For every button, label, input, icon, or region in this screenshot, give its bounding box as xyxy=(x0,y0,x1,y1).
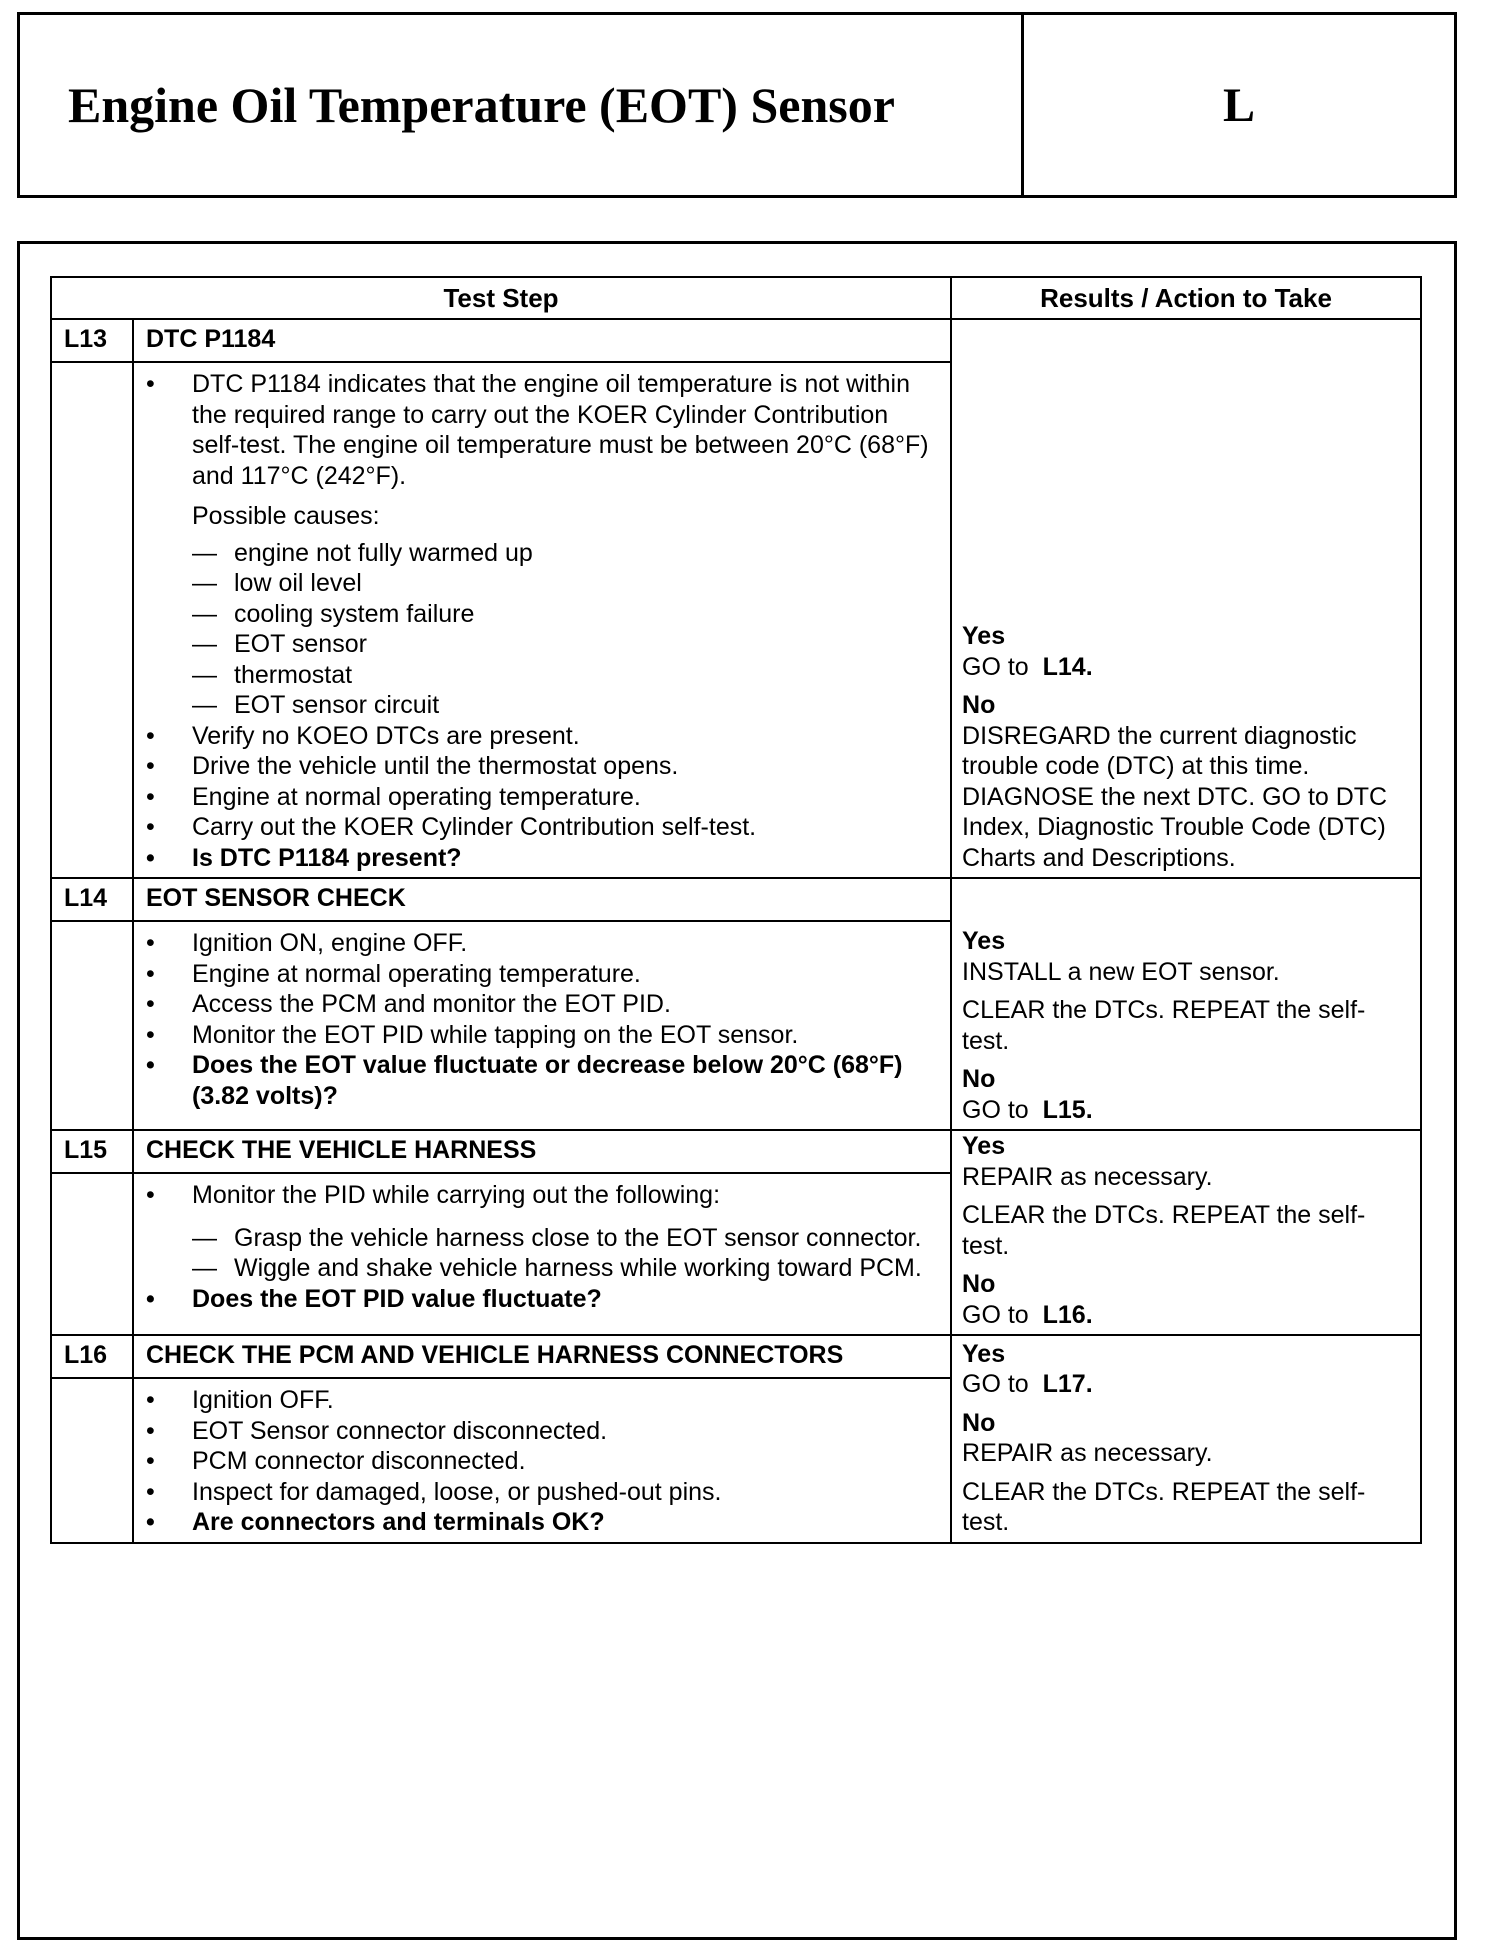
results-cell xyxy=(951,878,1421,1130)
step-id-blank xyxy=(51,1378,133,1543)
table-row xyxy=(51,1335,1421,1378)
list-item: — low oil level xyxy=(134,568,950,599)
no-text: GO to xyxy=(962,1300,1029,1329)
yes-action: CLEAR the DTCs. REPEAT the self-test. xyxy=(962,996,1366,1055)
yes-text: GO to xyxy=(962,1370,1029,1398)
page-header xyxy=(17,12,1457,198)
yes-label: Yes xyxy=(962,1132,1006,1160)
list-item: • Monitor the EOT PID while tapping on the EOT sensor. xyxy=(134,1020,942,1051)
list-item: • EOT Sensor connector disconnected. xyxy=(134,1416,942,1447)
no-text: GO to xyxy=(962,1095,1029,1124)
page-title: Engine Oil Temperature (EOT) Sensor xyxy=(20,15,1024,195)
step-id-blank xyxy=(51,921,133,1130)
step-id: L16 xyxy=(51,1335,133,1378)
step-title: CHECK THE PCM AND VEHICLE HARNESS CONNECTORS xyxy=(133,1335,951,1378)
table-header-row xyxy=(51,277,1421,319)
yes-label: Yes xyxy=(962,1339,1006,1368)
yes-action: CLEAR the DTCs. REPEAT the self-test. xyxy=(962,1201,1366,1260)
step-id-blank xyxy=(51,362,133,878)
step-reference: L17. xyxy=(1042,1370,1093,1398)
no-label: No xyxy=(962,1270,996,1298)
list-item: — Wiggle and shake vehicle harness while working toward PCM. xyxy=(134,1253,950,1284)
step-body xyxy=(133,1173,951,1335)
yes-action xyxy=(962,1369,1412,1400)
list-item: — thermostat xyxy=(134,660,950,691)
no-action xyxy=(962,1300,1412,1331)
step-question: • Does the EOT PID value fluctuate? xyxy=(134,1284,942,1315)
list-item: • DTC P1184 indicates that the engine oil temperature is not within the required range to carry out the KOER Cylinder Contribution self-test. The engine oil temperature must be between 20°C (68°F) and 117°C (242°F). xyxy=(134,369,942,491)
yes-label: Yes xyxy=(962,927,1006,955)
step-reference: L16. xyxy=(1042,1300,1093,1329)
section-letter: L xyxy=(1222,78,1255,132)
list-item: • Access the PCM and monitor the EOT PID. xyxy=(134,989,942,1020)
list-item: • Monitor the PID while carrying out the following: xyxy=(134,1180,942,1211)
list-item: — EOT sensor circuit xyxy=(134,690,950,721)
yes-action: INSTALL a new EOT sensor. xyxy=(962,957,1280,986)
table-row xyxy=(51,1130,1421,1173)
list-item: — EOT sensor xyxy=(134,629,950,660)
step-title: DTC P1184 xyxy=(133,319,951,362)
step-body xyxy=(133,1378,951,1543)
no-label: No xyxy=(962,691,996,719)
yes-action xyxy=(962,652,1412,683)
list-item: — engine not fully warmed up xyxy=(134,538,950,569)
no-action: CLEAR the DTCs. REPEAT the self-test. xyxy=(962,1477,1366,1536)
no-action: REPAIR as necessary. xyxy=(962,1439,1213,1467)
yes-label: Yes xyxy=(962,622,1006,650)
step-body xyxy=(133,921,951,1130)
results-cell xyxy=(951,319,1421,878)
list-item: • Inspect for damaged, loose, or pushed-out pins. xyxy=(134,1477,942,1508)
yes-action: REPAIR as necessary. xyxy=(962,1162,1213,1191)
list-item: • Ignition ON, engine OFF. xyxy=(134,928,942,959)
step-id-blank xyxy=(51,1173,133,1335)
results-cell xyxy=(951,1130,1421,1335)
list-item: • Engine at normal operating temperature. xyxy=(134,959,942,990)
step-id: L15 xyxy=(51,1130,133,1173)
possible-causes-label: Possible causes: xyxy=(192,502,380,530)
list-item: • Ignition OFF. xyxy=(134,1385,942,1416)
list-item: • Carry out the KOER Cylinder Contribution self-test. xyxy=(134,812,942,843)
no-label: No xyxy=(962,1408,996,1437)
step-reference: L15. xyxy=(1042,1095,1093,1124)
no-action xyxy=(962,1095,1412,1126)
step-reference: L14. xyxy=(1042,652,1093,681)
step-title: EOT SENSOR CHECK xyxy=(133,878,951,921)
no-label: No xyxy=(962,1065,996,1093)
step-body xyxy=(133,362,951,878)
step-question: • Is DTC P1184 present? xyxy=(134,843,942,874)
step-question: • Does the EOT value fluctuate or decrease below 20°C (68°F) (3.82 volts)? xyxy=(134,1050,942,1111)
diagnostic-table xyxy=(50,276,1422,1544)
step-id: L13 xyxy=(51,319,133,362)
list-item: • Drive the vehicle until the thermostat opens. xyxy=(134,751,942,782)
table-row xyxy=(51,319,1421,362)
list-item: • Verify no KOEO DTCs are present. xyxy=(134,721,942,752)
column-header-test-step: Test Step xyxy=(51,277,951,319)
yes-text: GO to xyxy=(962,652,1029,681)
step-question: • Are connectors and terminals OK? xyxy=(134,1507,942,1538)
no-action: DISREGARD the current diagnostic trouble code (DTC) at this time. DIAGNOSE the next DTC. GO to DTC Index, Diagnostic Trouble Code (DTC) Charts and Descriptions. xyxy=(962,721,1388,872)
list-item: — cooling system failure xyxy=(134,599,950,630)
table-row xyxy=(51,878,1421,921)
column-header-results: Results / Action to Take xyxy=(951,277,1421,319)
results-cell xyxy=(951,1335,1421,1543)
step-title: CHECK THE VEHICLE HARNESS xyxy=(133,1130,951,1173)
list-item: — Grasp the vehicle harness close to the EOT sensor connector. xyxy=(134,1223,950,1254)
step-id: L14 xyxy=(51,878,133,921)
list-item: • PCM connector disconnected. xyxy=(134,1446,942,1477)
list-item: • Engine at normal operating temperature. xyxy=(134,782,942,813)
